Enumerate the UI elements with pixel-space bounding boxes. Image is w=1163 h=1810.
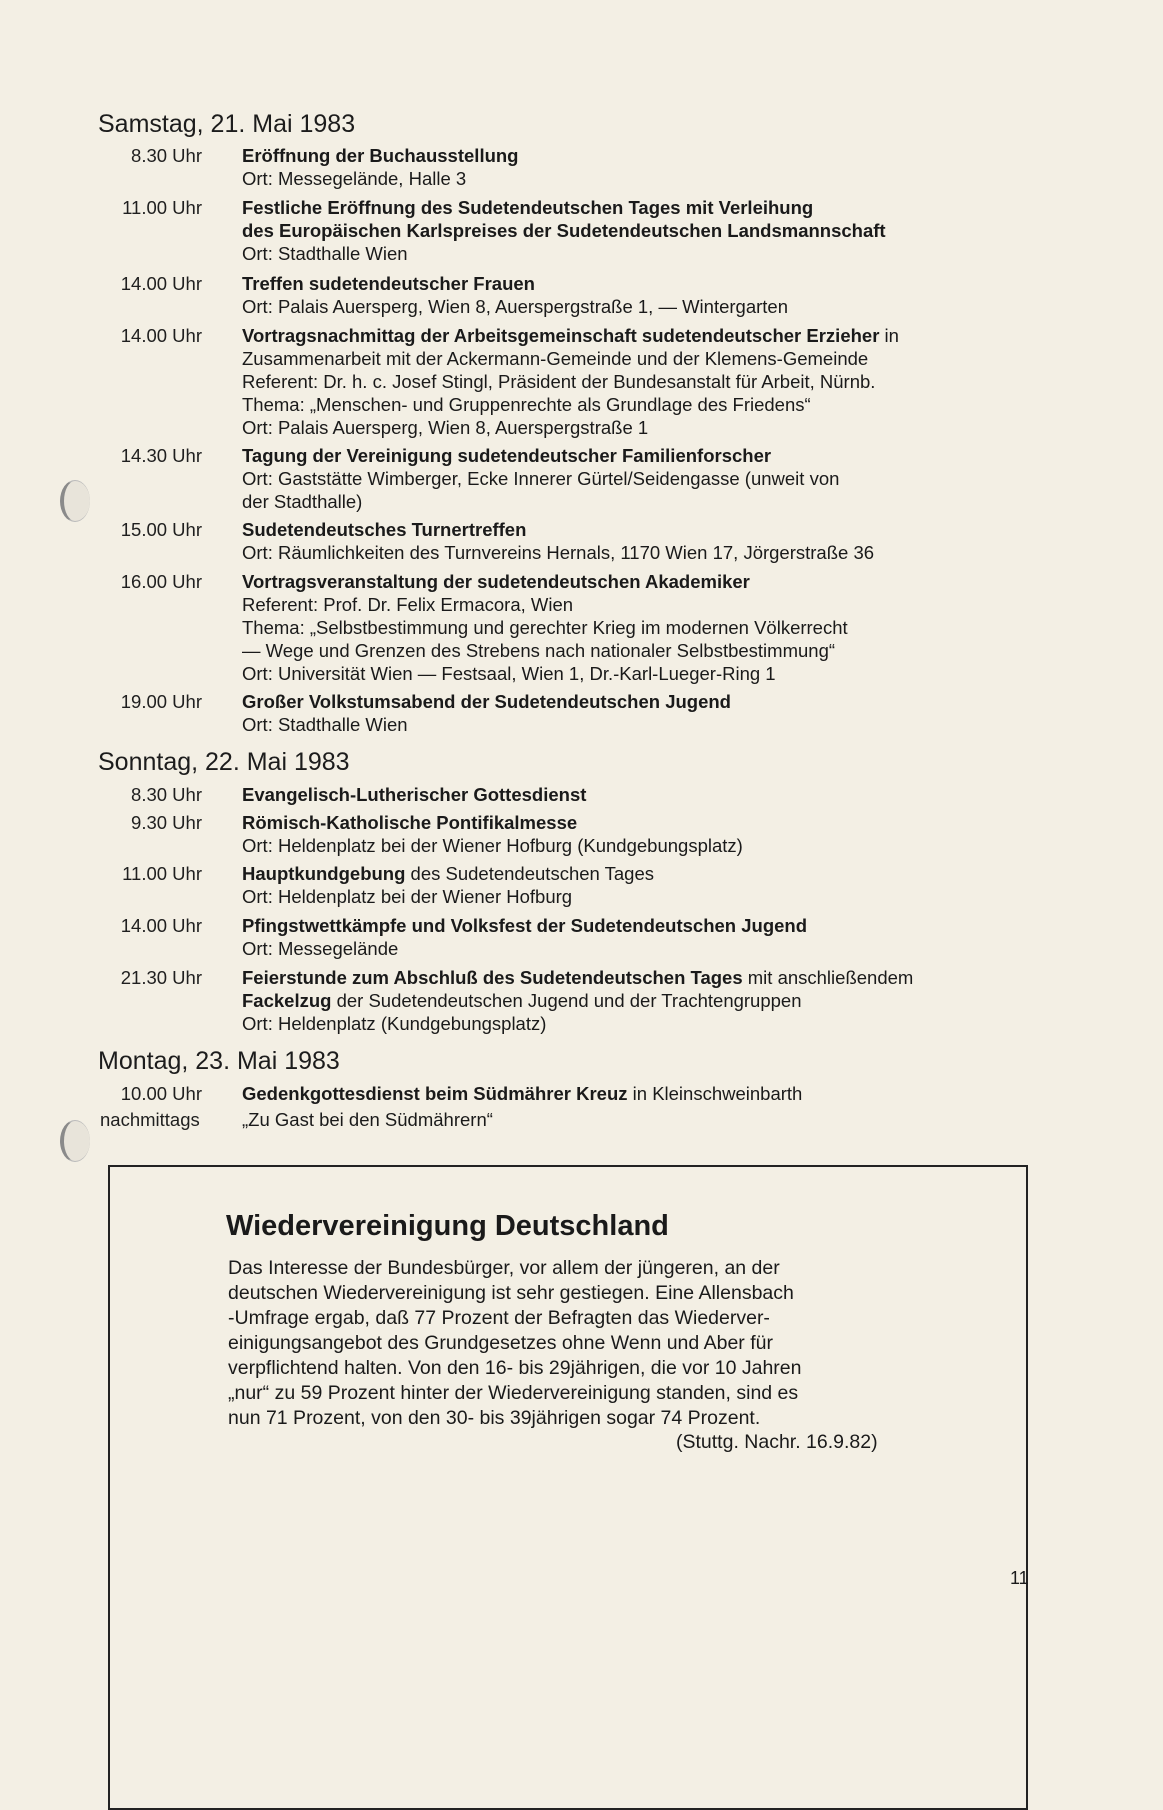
event-time: 15.00 Uhr: [120, 519, 202, 540]
event-title-rest: mit anschließendem: [742, 967, 914, 988]
event-detail: Ort: Heldenplatz (Kundgebungsplatz): [242, 1013, 547, 1034]
event-title-continued: des Europäischen Karlspreises der Sudetendeutschen Landsmannschaft: [242, 220, 886, 241]
event-time: 14.00 Uhr: [120, 915, 202, 936]
day-heading-monday: Montag, 23. Mai 1983: [98, 1047, 340, 1075]
article-body: [228, 1256, 948, 1431]
event-title: [242, 966, 1102, 989]
day-heading-saturday: Samstag, 21. Mai 1983: [98, 110, 356, 138]
event-title: [242, 862, 1102, 885]
event-detail: Referent: Dr. h. c. Josef Stingl, Präsident der Bundesanstalt für Arbeit, Nürnb.: [242, 371, 876, 392]
event-title-bold: Feierstunde zum Abschluß des Sudetendeutschen Tages: [242, 967, 743, 988]
event-title-bold: Hauptkundgebung: [242, 863, 406, 884]
event-detail: Ort: Stadthalle Wien: [242, 714, 408, 735]
event-time: 16.00 Uhr: [120, 571, 202, 592]
event-title-bold: Gedenkgottesdienst beim Südmährer Kreuz: [242, 1083, 628, 1104]
event-time: 14.00 Uhr: [120, 325, 202, 346]
event-title: Tagung der Vereinigung sudetendeutscher Familienforscher: [242, 445, 772, 466]
article-source: (Stuttg. Nachr. 16.9.82): [676, 1431, 878, 1453]
event-detail: — Wege und Grenzen des Strebens nach nationaler Selbstbestimmung“: [242, 640, 836, 661]
event-detail: Ort: Heldenplatz bei der Wiener Hofburg: [242, 886, 573, 907]
event-time: 8.30 Uhr: [131, 784, 202, 805]
event-title: Großer Volkstumsabend der Sudetendeutschen Jugend: [242, 691, 731, 712]
article-line: -Umfrage ergab, daß 77 Prozent der Befragten das Wiederver-: [228, 1307, 770, 1329]
event-time: 9.30 Uhr: [131, 812, 202, 833]
article-line: verpflichtend halten. Von den 16- bis 29jährigen, die vor 10 Jahren: [228, 1357, 802, 1379]
punch-hole-top: [60, 480, 90, 522]
event-detail: Ort: Palais Auersperg, Wien 8, Auerspergstraße 1: [242, 417, 649, 438]
event-title: [242, 324, 1102, 347]
article-line: „nur“ zu 59 Prozent hinter der Wiedervereinigung standen, sind es: [228, 1382, 799, 1404]
day-heading-sunday: Sonntag, 22. Mai 1983: [98, 748, 350, 776]
event-time: nachmittags: [100, 1109, 200, 1130]
event-detail: Ort: Heldenplatz bei der Wiener Hofburg (Kundgebungsplatz): [242, 835, 743, 856]
event-time: 14.00 Uhr: [120, 273, 202, 294]
article-line: nun 71 Prozent, von den 30- bis 39jährigen sogar 74 Prozent.: [228, 1407, 761, 1429]
event-title-bold: Fackelzug: [242, 990, 332, 1011]
event-title-rest: „Zu Gast bei den Südmährern“: [242, 1109, 493, 1130]
article-line: deutschen Wiedervereinigung ist sehr gestiegen. Eine Allensbach: [228, 1282, 794, 1304]
event-time: 10.00 Uhr: [120, 1083, 202, 1104]
article-line: einigungsangebot des Grundgesetzes ohne Wenn und Aber für: [228, 1332, 773, 1354]
event-detail: Ort: Gaststätte Wimberger, Ecke Innerer Gürtel/Seidengasse (unweit von: [242, 468, 840, 489]
event-detail: Thema: „Menschen- und Gruppenrechte als Grundlage des Friedens“: [242, 394, 811, 415]
punch-hole-bottom: [60, 1120, 90, 1162]
event-detail: Zusammenarbeit mit der Ackermann-Gemeinde und der Klemens-Gemeinde: [242, 348, 869, 369]
event-title: [242, 1108, 1102, 1131]
event-detail: Ort: Stadthalle Wien: [242, 243, 408, 264]
event-title-rest: der Sudetendeutschen Jugend und der Trachtengruppen: [331, 990, 802, 1011]
event-time: 14.30 Uhr: [120, 445, 202, 466]
event-title: Treffen sudetendeutscher Frauen: [242, 273, 535, 294]
event-detail: der Stadthalle): [242, 491, 363, 512]
event-title: Vortragsveranstaltung der sudetendeutschen Akademiker: [242, 571, 750, 592]
event-title: Eröffnung der Buchausstellung: [242, 145, 519, 166]
event-title: Pfingstwettkämpfe und Volksfest der Sudetendeutschen Jugend: [242, 915, 808, 936]
event-title-rest: in: [879, 325, 899, 346]
article-title: Wiedervereinigung Deutschland: [226, 1210, 669, 1242]
event-detail: Ort: Messegelände: [242, 938, 399, 959]
event-title: [242, 1082, 1102, 1105]
event-detail: Ort: Palais Auersperg, Wien 8, Auerspergstraße 1, — Wintergarten: [242, 296, 788, 317]
event-title: Römisch-Katholische Pontifikalmesse: [242, 812, 578, 833]
page-number: 11: [1010, 1568, 1029, 1588]
event-detail: Ort: Räumlichkeiten des Turnvereins Hernals, 1170 Wien 17, Jörgerstraße 36: [242, 542, 875, 563]
event-time: 21.30 Uhr: [120, 967, 202, 988]
event-detail: Ort: Messegelände, Halle 3: [242, 168, 467, 189]
event-title-rest: in Kleinschweinbarth: [627, 1083, 803, 1104]
event-title-continued: [242, 989, 1102, 1012]
event-time: 11.00 Uhr: [122, 863, 202, 884]
event-time: 19.00 Uhr: [120, 691, 202, 712]
event-title: Evangelisch-Lutherischer Gottesdienst: [242, 784, 587, 805]
event-detail: Referent: Prof. Dr. Felix Ermacora, Wien: [242, 594, 574, 615]
event-time: 11.00 Uhr: [122, 197, 202, 218]
event-title-bold: Vortragsnachmittag der Arbeitsgemeinschaft sudetendeutscher Erzieher: [242, 325, 880, 346]
event-title: Sudetendeutsches Turnertreffen: [242, 519, 527, 540]
event-title-rest: des Sudetendeutschen Tages: [405, 863, 654, 884]
event-time: 8.30 Uhr: [131, 145, 202, 166]
event-title: Festliche Eröffnung des Sudetendeutschen Tages mit Verleihung: [242, 197, 814, 218]
event-detail: Thema: „Selbstbestimmung und gerechter Krieg im modernen Völkerrecht: [242, 617, 848, 638]
article-line: Das Interesse der Bundesbürger, vor allem der jüngeren, an der: [228, 1257, 780, 1279]
event-detail: Ort: Universität Wien — Festsaal, Wien 1, Dr.-Karl-Lueger-Ring 1: [242, 663, 776, 684]
